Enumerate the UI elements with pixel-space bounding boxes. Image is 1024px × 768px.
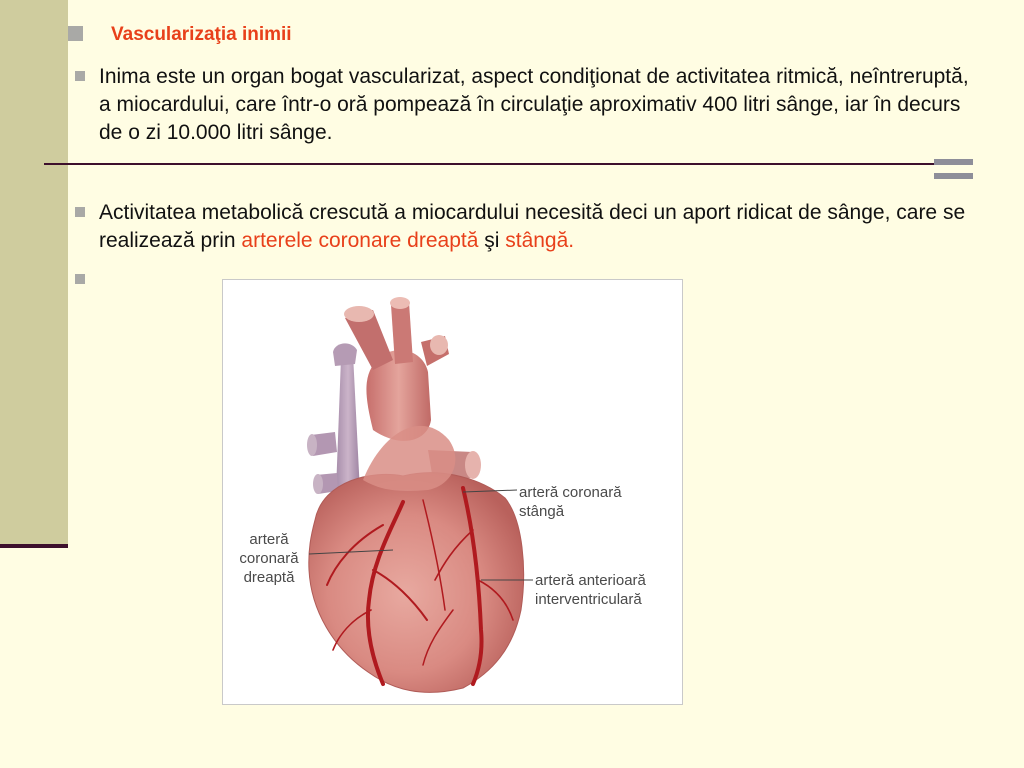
label-line: dreaptă: [243, 569, 295, 586]
label-line: interventriculară: [535, 591, 642, 608]
heart-body: [309, 473, 524, 693]
heart-illustration: [222, 279, 683, 705]
label-line: arteră coronară: [519, 484, 622, 501]
divider-accent-bar: [934, 173, 973, 179]
paragraph-2-text: Activitatea metabolică crescută a miocardului necesită deci un aport ridicat de sânge, care se realizează prin: [99, 201, 966, 252]
slide-title: Vascularizaţia inimii: [111, 24, 292, 45]
label-line: arteră anterioară: [535, 572, 646, 589]
square-bullet-icon: [75, 71, 85, 81]
label-line: arteră: [249, 531, 289, 548]
paragraph-1: Inima este un organ bogat vascularizat, aspect condiţionat de activitatea ritmică, neîntreruptă, a miocardului, care într-o oră pompează în circulaţie aproximativ 400 litri sânge, iar în decurs de o zi 10.000 litri sânge.: [99, 65, 969, 144]
label-anterior-interventricular: [535, 571, 646, 609]
label-left-coronary: [519, 483, 622, 521]
conjunction: şi: [478, 229, 506, 252]
square-bullet-icon: [68, 26, 83, 41]
divider-line: [44, 163, 934, 165]
paragraph-2: [99, 199, 979, 255]
sidebar-rule: [0, 544, 68, 548]
highlight-right-coronary: arterele coronare dreaptă: [241, 229, 479, 252]
square-bullet-icon: [75, 274, 85, 284]
divider-accent-bar: [934, 159, 973, 165]
highlight-left-coronary: stângă.: [505, 229, 575, 252]
label-line: coronară: [239, 550, 299, 567]
label-line: stângă: [519, 503, 565, 520]
square-bullet-icon: [75, 207, 85, 217]
label-right-coronary: [231, 530, 307, 587]
slide-sidebar: [0, 0, 68, 545]
